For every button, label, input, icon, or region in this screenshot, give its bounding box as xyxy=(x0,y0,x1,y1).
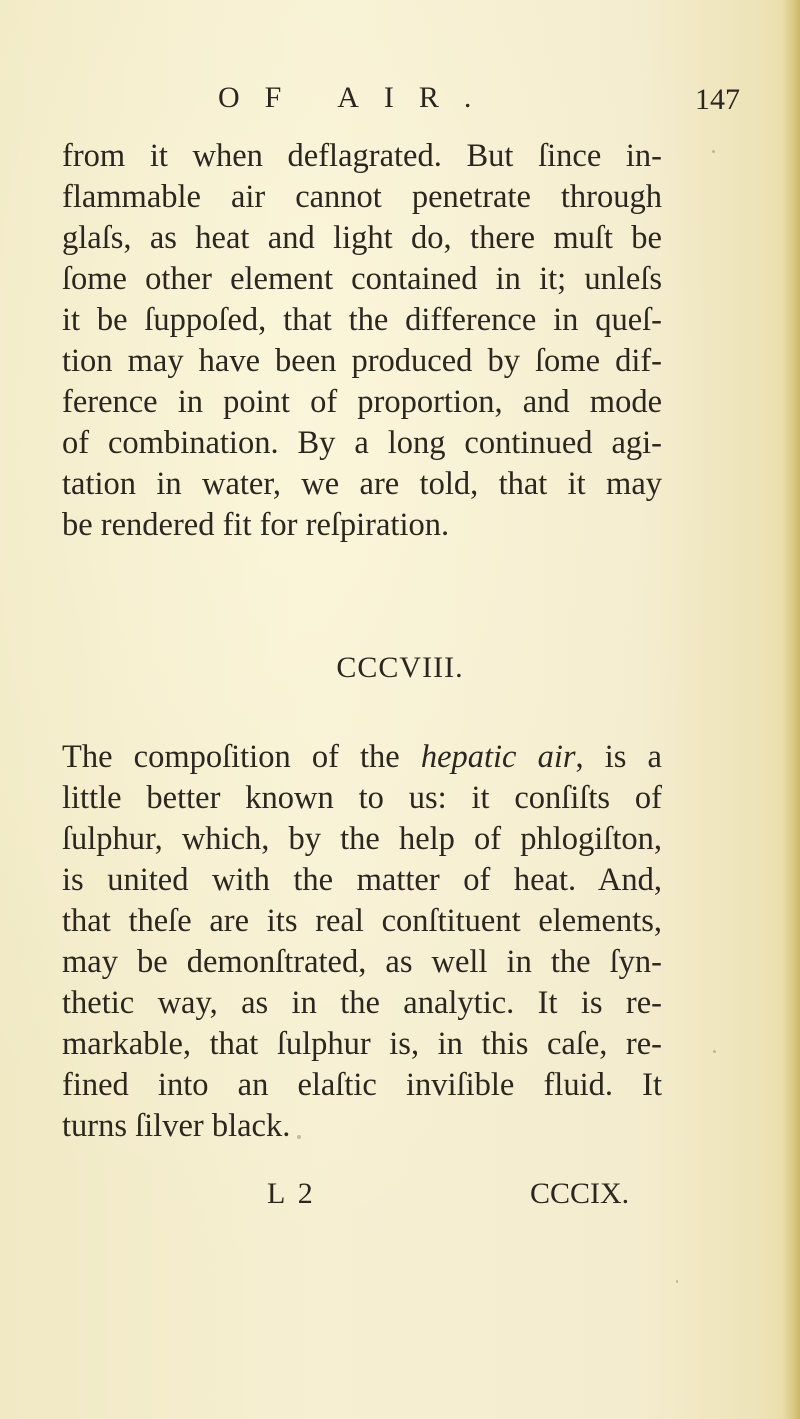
catchword: CCCIX. xyxy=(530,1177,630,1210)
body-text-line: ſome other element contained in it; unleſs xyxy=(62,261,662,297)
text-segment: , is a xyxy=(575,739,662,775)
body-text-line: fined into an elaſtic inviſible fluid. It xyxy=(62,1067,662,1103)
running-title: OF AIR. xyxy=(218,81,497,114)
body-text-line: of combination. By a long continued agi- xyxy=(62,425,662,461)
paper-speck xyxy=(713,1050,716,1053)
body-text-line: from it when deflagrated. But ſince in- xyxy=(62,138,662,174)
running-head xyxy=(0,80,800,120)
body-text-line: little better known to us: it conſiſts of xyxy=(62,780,662,816)
body-text-line: flammable air cannot penetrate through xyxy=(62,179,662,215)
body-text-line: that theſe are its real conſtituent elements, xyxy=(62,903,662,939)
page-edge-shading xyxy=(782,0,800,1419)
body-text-line: glaſs, as heat and light do, there muſt be xyxy=(62,220,662,256)
italic-term: hepatic air xyxy=(420,739,576,775)
section-heading: CCCVIII. xyxy=(336,651,464,684)
body-text-line: is united with the matter of heat. And, xyxy=(62,862,662,898)
body-text-line: markable, that ſulphur is, in this caſe, re- xyxy=(62,1026,662,1062)
body-text-line: ference in point of proportion, and mode xyxy=(62,384,662,420)
body-text-line: may be demonſtrated, as well in the ſyn- xyxy=(62,944,662,980)
page-number: 147 xyxy=(695,83,740,116)
body-text-line: turns ſilver black. xyxy=(62,1108,291,1144)
body-text-line: it be ſuppoſed, that the difference in queſ- xyxy=(62,302,662,338)
paper-speck xyxy=(712,150,715,153)
signature-mark: L 2 xyxy=(267,1177,316,1210)
body-text-line: thetic way, as in the analytic. It is re- xyxy=(62,985,662,1021)
body-text-line: tation in water, we are told, that it may xyxy=(62,466,662,502)
body-text-line xyxy=(62,737,662,777)
body-text-line: tion may have been produced by ſome dif- xyxy=(62,343,662,379)
body-text-line: ſulphur, which, by the help of phlogiſton, xyxy=(62,821,662,857)
paper-speck xyxy=(676,1280,678,1283)
body-text-line: be rendered fit for reſpiration. xyxy=(62,507,450,543)
text-segment: The compoſition of the xyxy=(62,739,421,775)
